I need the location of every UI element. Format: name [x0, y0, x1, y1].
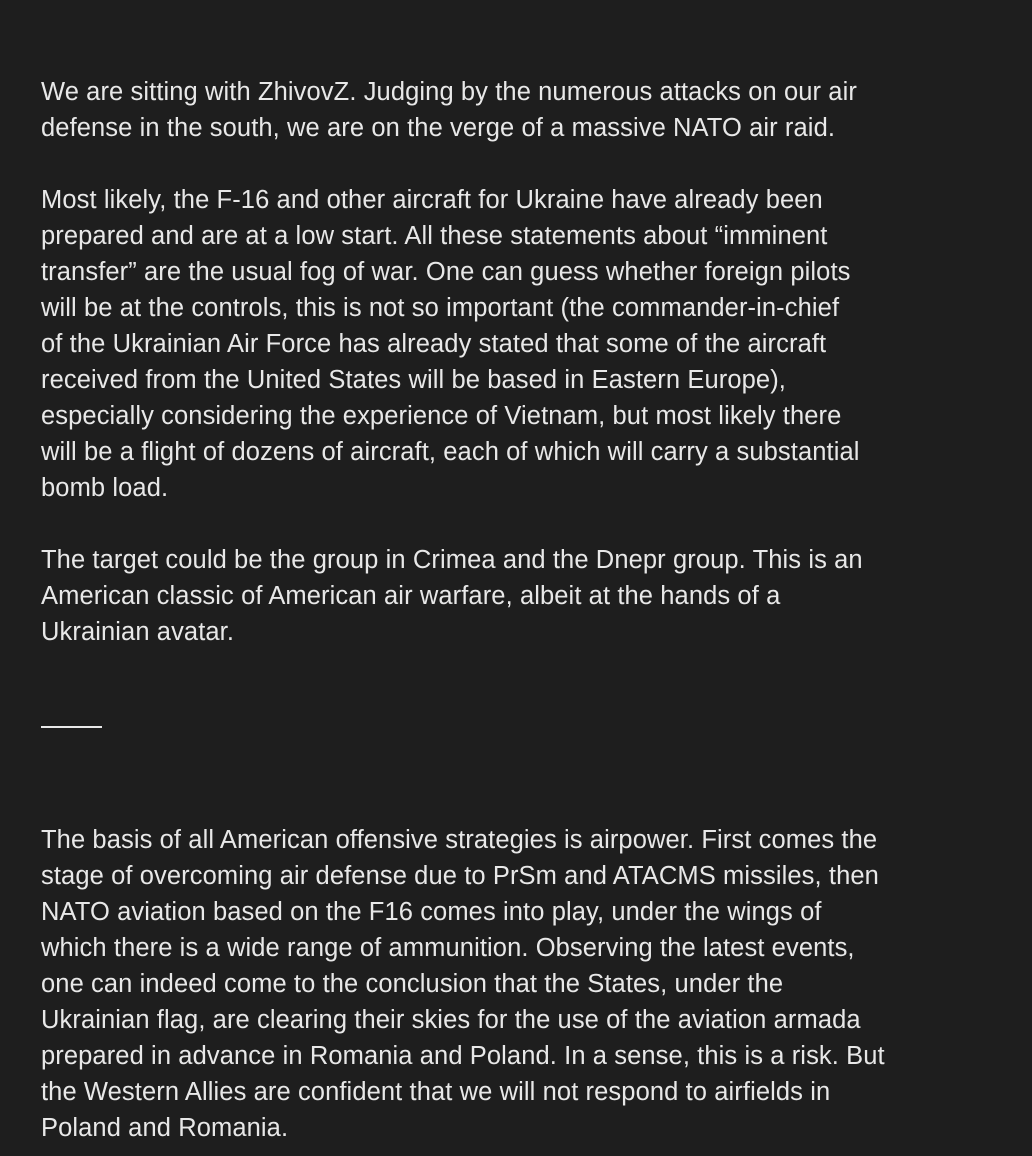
section-divider — [41, 686, 1000, 786]
paragraph-airpower: The basis of all American offensive strategies is airpower. First comes the stage of overcoming air defense due to PrSm and ATACMS missiles, then NATO aviation based on the F16 comes into play, under the wings of which there is a wide range of ammunition. Observing the latest events, one can indeed come to the conclusion that the States, under the Ukrainian flag, are clearing their skies for the use of the aviation armada prepared in advance in Romania and Poland. In a sense, this is a risk. But the Western Allies are confident that we will not respond to airfields in Poland and Romania. — [41, 826, 885, 1142]
paragraph-intro: We are sitting with ZhivovZ. Judging by the numerous attacks on our air defense in the south, we are on the verge of a massive NATO air raid. — [41, 78, 857, 142]
paragraph-target: The target could be the group in Crimea and the Dnepr group. This is an American classic of American air warfare, albeit at the hands of a Ukrainian avatar. — [41, 546, 863, 646]
divider-line — [41, 726, 102, 728]
paragraph-aircraft: Most likely, the F-16 and other aircraft for Ukraine have already been prepared and are at a low start. All these statements about “imminent transfer” are the usual fog of war. One can guess whether foreign pilots will be at the controls, this is not so important (the commander-in-chief of the Ukrainian Air Force has already stated that some of the aircraft received from the United States will be based in Eastern Europe), especially considering the experience of Vietnam, but most likely there will be a flight of dozens of aircraft, each of which will carry a substantial bomb load. — [41, 186, 860, 502]
